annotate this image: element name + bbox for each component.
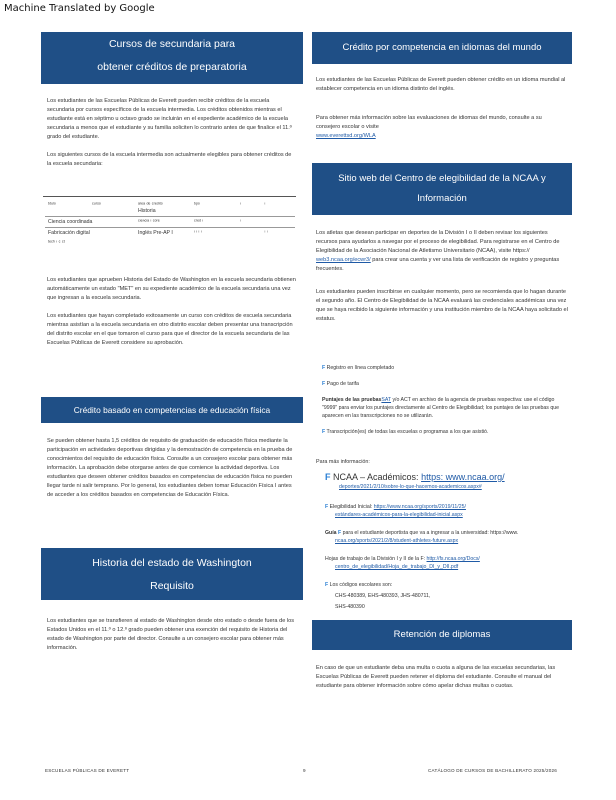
left-text-1 <box>47 97 297 178</box>
table-header-cell: ᵗᶦᵗᵘˡᵒ <box>48 202 56 208</box>
banner-world-languages <box>312 32 572 64</box>
table-header-cell: ᶦ <box>240 202 241 208</box>
list-item <box>322 380 566 388</box>
banner-diploma-retention <box>312 620 572 650</box>
table-header-cell: ᵗᶦᵖᵒ <box>194 202 200 208</box>
bullet-icon: F <box>325 582 329 588</box>
ncaa-register-link[interactable]: web3.ncaa.org/ecwr3/ <box>316 257 371 263</box>
resource-link[interactable]: http://fs.ncaa.org/Docs/ <box>426 556 480 562</box>
resource-item <box>325 555 569 571</box>
banner-ncaa <box>312 163 572 215</box>
ncaa-register-text-2: para crear una cuenta y ver una lista de verificación de registro y preguntas frecuentes. <box>316 257 560 272</box>
right-text-1 <box>316 76 566 150</box>
resource-label: Elegibilidad Inicial: <box>329 504 373 510</box>
left-text-4 <box>47 617 297 662</box>
banner-line-1: Crédito por competencia en idiomas del mundo <box>342 42 542 53</box>
sat-link[interactable]: SAT <box>381 397 391 403</box>
bullet-icon: F <box>322 381 326 387</box>
table-cell: ⁱ <box>240 219 241 225</box>
resource-label: Hojas de trabajo de la División I y II de la F: <box>325 556 426 562</box>
footer-page-number: 9 <box>303 768 306 773</box>
footer-district: ESCUELAS PÚBLICAS DE EVERETT <box>45 768 130 773</box>
footer-catalog-title: CATÁLOGO DE CURSOS DE BACHILLERATO 2025/2026 <box>428 768 558 773</box>
resource-sub-link[interactable]: centro_de_elegibilidad/Hoja_de_trabajo_DI_y_DII.pdf <box>335 564 459 570</box>
school-codes-line: CHS-480389, EHS-480393, JHS-480711, <box>335 593 431 599</box>
eligible-courses-table <box>45 200 295 248</box>
ncaa-resource-links <box>325 503 569 611</box>
bullet-icon: F <box>325 472 331 482</box>
table-row <box>45 238 295 248</box>
resource-sub-link[interactable]: estándares-académicos-para-la-elegibilidad-inicial.aspx <box>335 512 463 518</box>
paragraph-history-exemption: Los estudiantes que se transfieren al estado de Washington desde otro estado o desde fuera de los Estados Unidos en el 11.º o 12.º grado pueden obtener una exención del requisito de Historia del estado de Washington por parte del director. Consulte a un consejero escolar para obtener más información. <box>47 618 295 651</box>
ncaa-academics-label: NCAA – Académicos: <box>333 472 419 482</box>
table-header-text: ᵃʳᵉᵃ ᵈᵉ ᶜʳᵉᵈᶦᵗᵒ <box>138 202 163 208</box>
list-item-text: y/o ACT en archivo de la agencia de pruebas respectiva: use el código "9999" para enviar los puntajes directamente al Centro de Elegibilidad; los puntajes de las pruebas que aparecen en las transcripciones no se utilizarán. <box>322 397 559 419</box>
table-cell: ⁱ ⁱ <box>264 230 268 236</box>
school-codes-line: SHS-480390 <box>335 604 365 610</box>
table-header-sub: Historia <box>138 208 156 214</box>
right-text-3 <box>316 664 568 700</box>
ncaa-checklist <box>322 364 566 436</box>
paragraph-washington-history-met: Los estudiantes que aprueben Historia del Estado de Washington en la escuela secundaria obtienen automáticamente un estado "MET" en su expediente académico de la escuela secundaria una vez que ingresan a la escuela secundaria. <box>47 277 296 301</box>
table-header-cell: ᶜᵘʳˢᵒ <box>92 202 101 208</box>
table-cell: Fabricación digital <box>48 230 90 236</box>
list-item <box>322 428 566 436</box>
banner-line-1: Crédito basado en competencias de educación física <box>73 405 271 415</box>
resource-text: para el estudiante deportista que va a ingresar a la universidad: https://www. <box>342 530 519 536</box>
machine-translated-label: Machine Translated by Google <box>4 3 155 14</box>
banner-line-1: Cursos de secundaria para <box>108 38 236 50</box>
table-row <box>45 228 295 239</box>
resource-item <box>325 529 569 545</box>
resource-label: Guía <box>325 530 337 536</box>
table-header-cell <box>135 200 191 217</box>
list-item-text: Pago de tarifa <box>326 381 359 387</box>
paragraph-diploma-retention: En caso de que un estudiante deba una multa o cuota a alguna de las escuelas secundarias, las Escuelas Públicas de Everett pueden retener el diploma del estudiante. Consulte el manual del estudiante para obtener información sobre cómo apelar dichas multas o cuotas. <box>316 665 556 689</box>
table-top-rule <box>43 196 296 197</box>
table-cell: Inglés Pre-AP I <box>138 230 173 236</box>
resource-sub-link[interactable]: ncaa.org/sports/2021/2/8/student-athletes-future.aspx <box>335 538 459 544</box>
world-language-info-text: Para obtener más información sobre las evaluaciones de idiomas del mundo, consulte a su consejero escolar o visite <box>316 115 542 130</box>
table-cell: Ciencia coordinada <box>48 219 93 225</box>
ncaa-academics-sub-link[interactable]: deportes/2021/2/10/sobre-lo-que-hacemos-academicos.aspx# <box>339 484 482 490</box>
list-item <box>322 396 566 420</box>
ncaa-register-text: Los atletas que desean participar en deportes de la División I o II deben revisar los siguientes recursos para ayudarlos a navegar por el proceso de elegibilidad. Para registrarse en el Centro de Elegibilidad de la Asociación Nacional de Atletismo Universitario (NCAA), visite https:// <box>316 230 560 254</box>
banner-line-2: Información <box>417 193 467 204</box>
paragraph-eligible-courses: Los siguientes cursos de la escuela intermedia son actualmente elegibles para obtener créditos de la escuela secundaria: <box>47 152 292 167</box>
table-cell: ᶦ ᶦ ᶦ ᶦ <box>194 230 202 236</box>
banner-line-1: Sitio web del Centro de elegibilidad de la NCAA y <box>338 173 546 184</box>
bullet-icon: F <box>337 530 342 536</box>
table-cell: ᶜʳᵉᵈ ᶦ <box>194 219 204 225</box>
table-header-row <box>45 200 295 217</box>
bullet-icon: F <box>325 504 329 510</box>
world-language-link[interactable]: www.everettsd.org/WLA <box>316 133 376 139</box>
ncaa-academics-item <box>325 472 565 491</box>
resource-link[interactable]: https://www.ncaa.org/sports/2019/11/25/ <box>373 504 466 510</box>
list-item-text: Transcripción(es) de todas las escuelas o programas a los que asistió. <box>326 429 489 435</box>
paragraph-world-language-info <box>316 114 566 141</box>
list-item-text: Registro en línea completado <box>326 365 395 371</box>
banner-line-1: Retención de diplomas <box>393 629 491 640</box>
right-text-2 <box>316 229 568 333</box>
banner-line-2: Requisito <box>150 580 194 592</box>
paragraph-pe-credits: Se pueden obtener hasta 1,5 créditos de requisito de graduación de educación física mediante la participación en actividades deportivas dirigidas y la demostración de competencia en la prueba de conocimientos del requisito de educación física. Consulte a un consejero escolar para obtener más información. La aprobación debe otorgarse antes de que comience la actividad deportiva. Los estudiantes que deseen obtener créditos basados en competencias de educación física no pueden llegar tarde ni salir temprano. Por lo general, los estudiantes deben tomar Educación Física I antes de acceder a los créditos basados en competencias de Educación Física. <box>47 438 293 498</box>
school-codes <box>325 581 569 611</box>
bullet-icon: F <box>322 365 326 371</box>
banner-pe-competency <box>41 397 303 423</box>
banner-washington-history <box>41 548 303 600</box>
table-row <box>45 217 295 228</box>
table-cell: ᶜᶦᵉⁿᶜᶦᵃ ᶦ ᶜᵒʳᵉ <box>138 219 160 225</box>
list-item <box>322 364 566 372</box>
banner-line-1: Historia del estado de Washington <box>92 557 252 569</box>
left-text-3 <box>47 437 297 509</box>
banner-line-2: obtener créditos de preparatoria <box>97 61 247 73</box>
more-info-label: Para más información: <box>316 459 370 465</box>
school-codes-label: Los códigos escolares son: <box>329 582 393 588</box>
paragraph-ncaa-timing: Los estudiantes pueden inscribirse en cualquier momento, pero se recomienda que lo hagan durante el segundo año. El Centro de Elegibilidad de la NCAA evaluará las credenciales académicas una vez que se haya recibido la siguiente información y una institución miembro de la NCAA haya solicitado el estatus. <box>316 289 568 322</box>
left-text-2 <box>47 276 297 357</box>
paragraph-transfer-transcript: Los estudiantes que hayan completado exitosamente un curso con créditos de escuela secundaria mientras asistían a la escuela secundaria en otro distrito escolar deben presentar una transcripción del distrito escolar en el que tomaron el curso para que el director de la escuela secundaria de las Escuelas Públicas de Everett considere su aprobación. <box>47 313 293 346</box>
bullet-icon: F <box>322 429 326 435</box>
paragraph-credits-intro: Los estudiantes de las Escuelas Públicas de Everett pueden recibir créditos de la escuela secundaria por cursos específicos de la escuela intermedia. Los créditos obtenidos mientras el estudiante está en séptimo u octavo grado se incluirán en el expediente académico de la escuela secundaria a menos que el estudiante y su familia soliciten lo contrario antes de que finalice el 11.º grado del estudiante. <box>47 98 292 140</box>
banner-secondary-courses <box>41 32 303 84</box>
ncaa-academics-link[interactable]: https: www.ncaa.org/ <box>421 472 505 482</box>
table-cell: ᵗᵉᶜʰ ᶦ ᶜ ᶜᵗ <box>48 240 65 246</box>
table-header-cell: ᶦ <box>264 202 266 208</box>
paragraph-world-language-credit: Los estudiantes de las Escuelas Públicas de Everett pueden obtener crédito en un idioma mundial al establecer competencia en un idioma distinto del inglés. <box>316 77 566 92</box>
paragraph-ncaa-register <box>316 229 568 274</box>
list-item-label: Puntajes de las pruebas <box>322 397 382 403</box>
resource-item <box>325 503 569 519</box>
